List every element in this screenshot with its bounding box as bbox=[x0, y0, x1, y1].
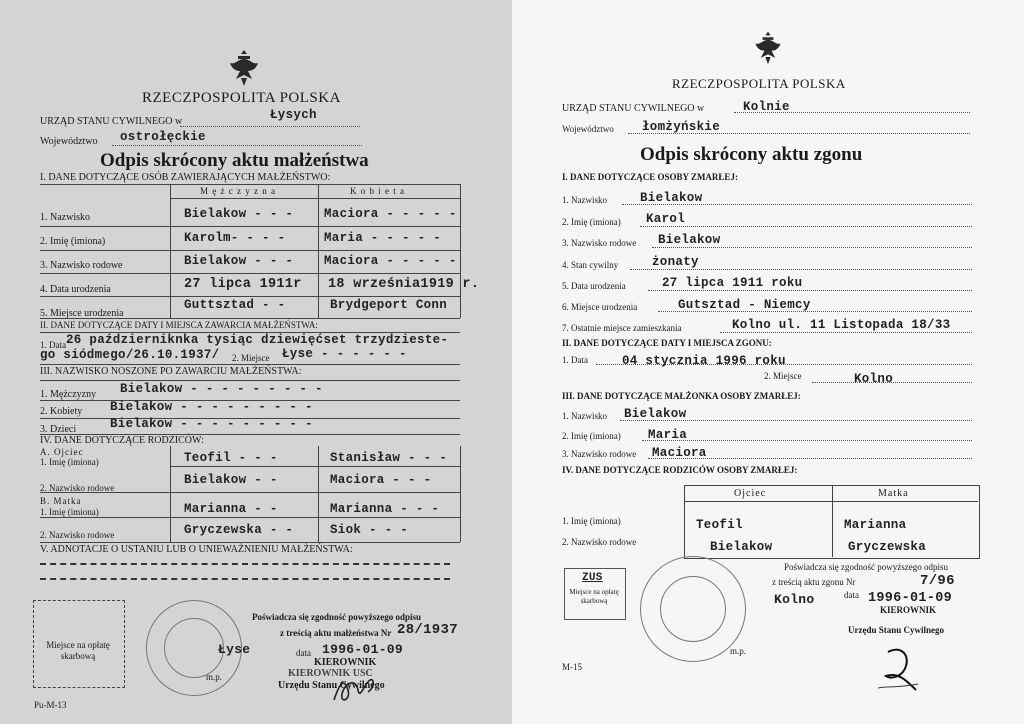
table-border bbox=[318, 446, 319, 542]
fee-box-text: Miejsce na opłatę skarbową bbox=[569, 588, 619, 605]
issue-date: 1996-01-09 bbox=[322, 642, 404, 657]
field-label: 5. Data urodzenia bbox=[562, 281, 626, 291]
usc-value: Kolnie bbox=[743, 100, 790, 114]
row-woman-value: Maria - - - - - bbox=[324, 231, 442, 245]
death-place-value: Kolno bbox=[854, 372, 894, 386]
table-border bbox=[460, 446, 461, 542]
official-seal-inner bbox=[660, 576, 726, 642]
usc-value: Łysych bbox=[270, 108, 317, 122]
section-4-heading: IV. DANE DOTYCZĄCE RODZICÓW: bbox=[40, 435, 204, 446]
column-father: Ojciec bbox=[734, 488, 767, 499]
document-title: Odpis skrócony aktu zgonu bbox=[640, 144, 863, 165]
section-3-heading: III. NAZWISKO NOSZONE PO ZAWARCIU MAŁŻEŃSTWA: bbox=[40, 366, 302, 377]
father-name-label: 1. Imię (imiona) bbox=[40, 457, 99, 467]
mother-name-label: 1. Imię (imiona) bbox=[40, 507, 99, 517]
row-man-value: Bielakow - - - bbox=[184, 254, 294, 268]
family-name-value: Bielakow bbox=[658, 233, 721, 247]
mother-surname-label: 2. Nazwisko rodowe bbox=[40, 530, 115, 540]
mother-first-name: Marianna bbox=[844, 518, 907, 532]
divider bbox=[40, 318, 460, 319]
section-4-heading: IV. DANE DOTYCZĄCE RODZICÓW OSOBY ZMARŁEJ: bbox=[562, 465, 798, 475]
document-title: Odpis skrócony aktu małżeństwa bbox=[100, 150, 369, 171]
fill-line bbox=[640, 226, 972, 227]
usc-line bbox=[180, 126, 360, 127]
issue-place: Kolno bbox=[774, 592, 815, 607]
row-woman-value: 18 września1919 r. bbox=[328, 277, 480, 292]
field-label: 3. Nazwisko rodowe bbox=[562, 238, 637, 248]
parents-surname-label: 2. Nazwisko rodowe bbox=[562, 537, 637, 547]
certification-number-label: z treścią aktu zgonu Nr bbox=[772, 577, 856, 587]
mother-name-man: Marianna - - bbox=[184, 502, 278, 516]
row-woman-value: Maciora - - - - - bbox=[324, 254, 457, 268]
divider bbox=[170, 466, 460, 467]
name-children-label: 3. Dzieci bbox=[40, 424, 77, 435]
father-name-man: Teofil - - - bbox=[184, 451, 278, 465]
father-label: A. Ojciec bbox=[40, 447, 84, 457]
row-man-value: 27 lipca 1911r bbox=[184, 277, 302, 292]
mother-label: B. Matka bbox=[40, 496, 82, 506]
table-border bbox=[170, 446, 171, 542]
surname-value: Bielakow bbox=[640, 191, 703, 205]
spouse-surname-value: Bielakow bbox=[624, 407, 687, 421]
mother-surname-man: Gryczewska - - bbox=[184, 523, 294, 537]
header-republic: RZECZPOSPOLITA POLSKA bbox=[672, 76, 846, 91]
name-woman-label: 2. Kobiety bbox=[40, 406, 83, 417]
divider bbox=[40, 517, 460, 518]
section-1-heading: I. DANE DOTYCZĄCE OSÓB ZAWIERAJĄCYCH MAŁŻEŃSTWO: bbox=[40, 172, 331, 183]
death-date-value: 04 stycznia 1996 roku bbox=[622, 354, 786, 368]
spouse-first-name-label: 2. Imię (imiona) bbox=[562, 431, 621, 441]
row-label: 1. Nazwisko bbox=[40, 212, 90, 223]
date-label: data bbox=[296, 648, 311, 658]
section-5-heading: V. ADNOTACJE O USTANIU LUB O UNIEWAŻNIENIU MAŁŻEŃSTWA: bbox=[40, 544, 353, 555]
divider bbox=[40, 492, 460, 493]
column-mother: Matka bbox=[878, 488, 909, 499]
field-label: 7. Ostatnie miejsce zamieszkania bbox=[562, 323, 682, 333]
table-border bbox=[832, 485, 833, 557]
field-label: 6. Miejsce urodzenia bbox=[562, 302, 638, 312]
death-certificate bbox=[512, 0, 1024, 724]
certification-number: 7/96 bbox=[920, 573, 955, 589]
issue-date: 1996-01-09 bbox=[868, 591, 953, 606]
zus-stamp: ZUS bbox=[582, 572, 603, 584]
stamp-place-label: m.p. bbox=[206, 672, 223, 682]
marriage-date-value: 26 październiknka tysiąc dziewięćset trzydzieste- bbox=[66, 333, 449, 347]
divider bbox=[40, 226, 460, 227]
form-code: M-15 bbox=[562, 662, 582, 672]
row-woman-value: Brydgeport Conn bbox=[330, 298, 448, 312]
parents-name-label: 1. Imię (imiona) bbox=[562, 516, 621, 526]
marital-status-value: żonaty bbox=[652, 255, 699, 269]
birth-date-value: 27 lipca 1911 roku bbox=[662, 276, 803, 290]
row-man-value: Bielakow - - - bbox=[184, 207, 294, 221]
marriage-place-value: Łyse - - - - - - bbox=[282, 347, 407, 361]
fill-line bbox=[642, 440, 972, 441]
usc-label: URZĄD STANU CYWILNEGO w bbox=[562, 103, 705, 114]
spouse-surname-label: 1. Nazwisko bbox=[562, 411, 607, 421]
registrar-title: KIEROWNIK bbox=[314, 657, 377, 668]
table-border bbox=[318, 184, 319, 318]
row-man-value: Guttsztad - - bbox=[184, 298, 286, 312]
name-woman-value: Bielakow - - - - - - - - - bbox=[110, 400, 313, 414]
fill-line bbox=[648, 290, 972, 291]
table-border bbox=[460, 184, 461, 318]
fill-line bbox=[720, 332, 972, 333]
registrar-title: KIEROWNIK bbox=[880, 605, 937, 615]
divider bbox=[40, 380, 460, 381]
official-seal-inner bbox=[164, 618, 224, 678]
header-republic: RZECZPOSPOLITA POLSKA bbox=[142, 90, 341, 106]
voivodeship-line bbox=[112, 145, 362, 146]
marriage-date-label: 1. Data bbox=[40, 340, 66, 350]
mother-surname: Gryczewska bbox=[848, 540, 927, 554]
divider bbox=[40, 542, 460, 543]
row-man-value: Karolm- - - - bbox=[184, 231, 286, 245]
voivodeship-value: ostrołęckie bbox=[120, 130, 206, 144]
divider bbox=[40, 296, 460, 297]
certification-text: Poświadcza się zgodność powyższego odpisu bbox=[784, 562, 948, 572]
usc-label: URZĄD STANU CYWILNEGO w bbox=[40, 116, 183, 127]
father-surname: Bielakow bbox=[710, 540, 773, 554]
column-man: M ę ż c z y z n a bbox=[200, 186, 276, 196]
mother-name-woman: Marianna - - - bbox=[330, 502, 440, 516]
date-label: data bbox=[844, 590, 859, 600]
name-man-label: 1. Mężczyzny bbox=[40, 389, 97, 400]
spouse-family-name-value: Maciora bbox=[652, 446, 707, 460]
fill-line bbox=[652, 247, 972, 248]
father-first-name: Teofil bbox=[696, 518, 743, 532]
divider bbox=[684, 501, 978, 502]
death-date-label: 1. Data bbox=[562, 355, 588, 365]
name-children-value: Bielakow - - - - - - - - - bbox=[110, 417, 313, 431]
last-residence-value: Kolno ul. 11 Listopada 18/33 bbox=[732, 318, 951, 332]
divider bbox=[40, 273, 460, 274]
spouse-family-name-label: 3. Nazwisko rodowe bbox=[562, 449, 637, 459]
polish-eagle-icon bbox=[750, 28, 786, 68]
polish-eagle-icon bbox=[224, 46, 264, 90]
voivodeship-label: Województwo bbox=[40, 136, 98, 147]
certification-text: Poświadcza się zgodność powyższego odpisu bbox=[252, 612, 422, 622]
row-label: 2. Imię (imiona) bbox=[40, 236, 106, 247]
divider bbox=[170, 198, 460, 199]
certification-number-label: z treścią aktu małżeństwa Nr bbox=[280, 628, 392, 638]
father-surname-man: Bielakow - - bbox=[184, 473, 278, 487]
section-2-heading: II. DANE DOTYCZĄCE DATY I MIEJSCA ZAWARCIA MAŁŻEŃSTWA: bbox=[40, 320, 318, 330]
father-name-woman: Stanisław - - - bbox=[330, 451, 448, 465]
row-label: 4. Data urodzenia bbox=[40, 284, 111, 295]
death-place-label: 2. Miejsce bbox=[764, 371, 802, 381]
field-label: 2. Imię (imiona) bbox=[562, 217, 621, 227]
voivodeship-value: łomżyńskie bbox=[642, 120, 721, 134]
mother-surname-woman: Siok - - - bbox=[330, 523, 409, 537]
father-surname-woman: Maciora - - - bbox=[330, 473, 432, 487]
name-man-value: Bielakow - - - - - - - - - bbox=[120, 382, 323, 396]
divider bbox=[40, 250, 460, 251]
birth-place-value: Gutsztad - Niemcy bbox=[678, 298, 811, 312]
issue-place: Łyse bbox=[218, 642, 251, 657]
row-woman-value: Maciora - - - - - bbox=[324, 207, 457, 221]
registry-office-label: Urzędu Stanu Cywilnego bbox=[848, 625, 945, 635]
father-surname-label: 2. Nazwisko rodowe bbox=[40, 483, 115, 493]
form-code: Pu-M-13 bbox=[34, 700, 67, 710]
spouse-first-name-value: Maria bbox=[648, 428, 688, 442]
table-border bbox=[170, 184, 171, 318]
fee-box-text: Miejsce na opłatę skarbową bbox=[46, 640, 110, 661]
field-label: 4. Stan cywilny bbox=[562, 260, 619, 270]
section-2-heading: II. DANE DOTYCZĄCE DATY I MIEJSCA ZGONU: bbox=[562, 338, 772, 348]
registry-office-label: Urzędu Stanu Cywilnego bbox=[278, 680, 385, 691]
dashed-fill-line bbox=[40, 563, 450, 565]
section-3-heading: III. DANE DOTYCZĄCE MAŁŻONKA OSOBY ZMARŁEJ: bbox=[562, 391, 801, 401]
field-label: 1. Nazwisko bbox=[562, 195, 607, 205]
fill-line bbox=[630, 269, 972, 270]
divider bbox=[40, 184, 460, 185]
dashed-fill-line bbox=[40, 578, 450, 580]
signature bbox=[868, 640, 932, 700]
registrar-stamp: KIEROWNIK USC bbox=[288, 668, 373, 679]
signature bbox=[326, 670, 386, 710]
marriage-place-label: 2. Miejsce bbox=[232, 353, 270, 363]
column-woman: K o b i e t a bbox=[350, 186, 405, 196]
section-1-heading: I. DANE DOTYCZĄCE OSOBY ZMARŁEJ: bbox=[562, 172, 738, 182]
marriage-date-value-cont: go siódmego/26.10.1937/ bbox=[40, 348, 220, 362]
certification-number: 28/1937 bbox=[397, 622, 458, 638]
divider bbox=[40, 364, 460, 365]
first-name-value: Karol bbox=[646, 212, 686, 226]
row-label: 3. Nazwisko rodowe bbox=[40, 260, 123, 271]
voivodeship-label: Województwo bbox=[562, 124, 614, 134]
row-label: 5. Miejsce urodzenia bbox=[40, 308, 124, 319]
stamp-place-label: m.p. bbox=[730, 646, 747, 656]
